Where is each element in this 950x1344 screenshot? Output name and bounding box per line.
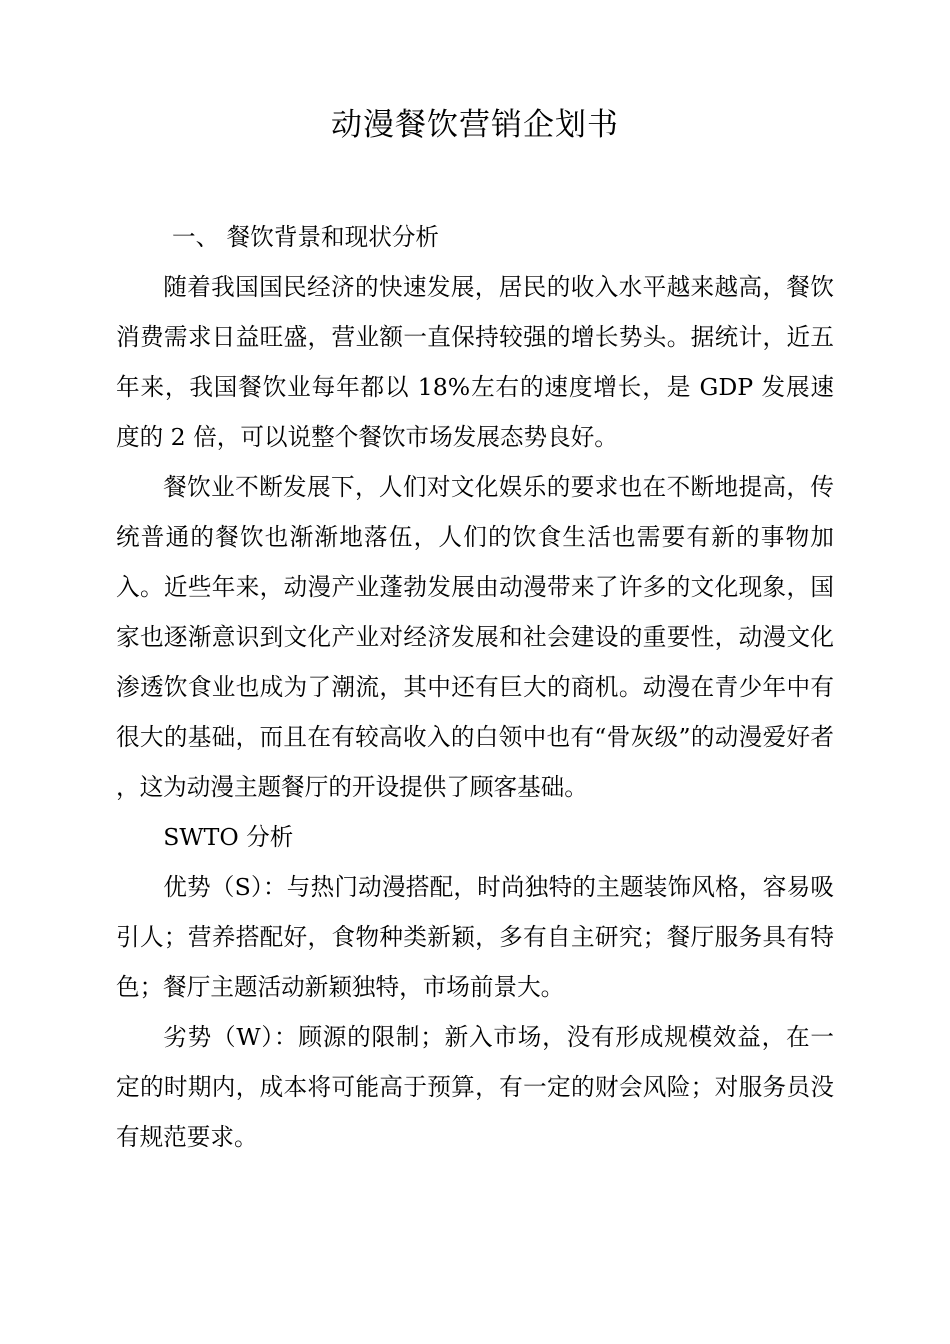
document-title: 动漫餐饮营销企划书 bbox=[331, 107, 619, 143]
section-heading: 一、 餐饮背景和现状分析 bbox=[172, 223, 440, 251]
document-body bbox=[116, 212, 834, 1162]
paragraph-background: 随着我国国民经济的快速发展，居民的收入水平越来越高，餐饮消费需求日益旺盛，营业额一直保持较强的增长势头。据统计，近五年来，我国餐饮业每年都以 18%左右的速度增长，是 GDP 发展速度的 2 倍，可以说整个餐饮市场发展态势良好。 bbox=[116, 273, 834, 451]
paragraph-strengths: 优势（S）：与热门动漫搭配，时尚独特的主题装饰风格，容易吸引人；营养搭配好，食物种类新颖，多有自主研究；餐厅服务具有特色；餐厅主题活动新颖独特，市场前景大。 bbox=[116, 873, 834, 1001]
paragraph-weaknesses: 劣势（W）：顾源的限制；新入市场，没有形成规模效益，在一定的时期内，成本将可能高于预算，有一定的财会风险；对服务员没有规范要求。 bbox=[116, 1023, 834, 1151]
swot-heading: SWTO 分析 bbox=[163, 823, 294, 851]
paragraph-anime-culture: 餐饮业不断发展下，人们对文化娱乐的要求也在不断地提高，传统普通的餐饮也渐渐地落伍，人们的饮食生活也需要有新的事物加入。近些年来，动漫产业蓬勃发展由动漫带来了许多的文化现象，国家也逐渐意识到文化产业对经济发展和社会建设的重要性，动漫文化渗透饮食业也成为了潮流，其中还有巨大的商机。动漫在青少年中有很大的基础，而且在有较高收入的白领中也有“骨灰级”的动漫爱好者 ，这为动漫主题餐厅的开设提供了顾客基础。 bbox=[116, 473, 834, 801]
